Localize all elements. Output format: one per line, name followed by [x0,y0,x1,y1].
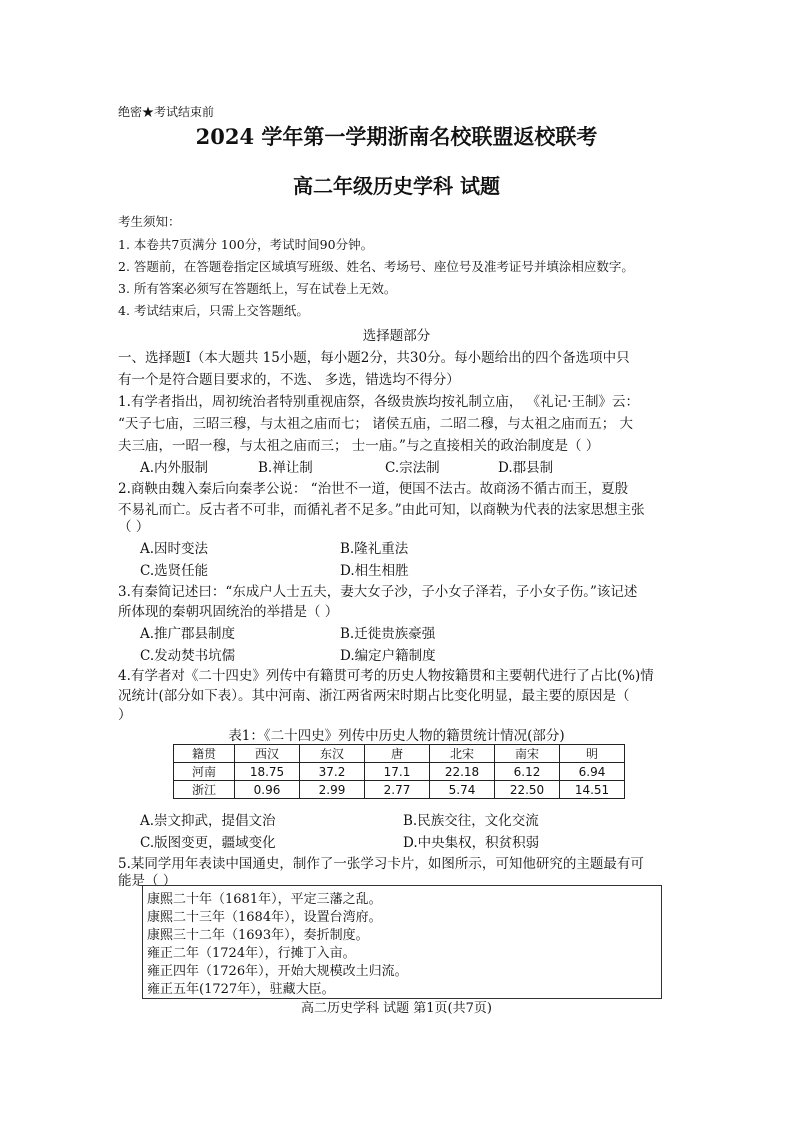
exam-subtitle: 高二年级历史学科 试题 [293,174,500,198]
q1-option-d: D.郡县制 [498,460,554,476]
question-2-text: 不易礼而亡。反古者不可非，而循礼者不足多。”由此可知，以商鞅为代表的法家思想主张 [118,502,645,518]
table-cell: 22.18 [430,763,495,781]
table-caption: 表1：《二十四史》列传中历史人物的籍贯统计情况(部分) [228,728,565,744]
question-2-text: （ ） [118,519,150,535]
card-line: 雍正五年(1727年），驻藏大臣。 [147,982,335,997]
study-card [142,885,662,999]
q1-option-b: B.禅让制 [258,460,313,476]
table-header-cell: 南宋 [495,745,560,763]
question-2-text: 2.商鞅由魏入秦后向秦孝公说： “治世不一道，便国不法古。故商汤不循古而王，夏殷 [118,481,629,497]
card-line: 康熙三十二年（1693年），奏折制度。 [147,928,369,943]
table-row [174,781,625,799]
card-line: 雍正四年（1726年），开始大规模改土归流。 [147,964,408,979]
q4-option-b: B.民族交往，文化交流 [403,813,539,829]
table-row [174,763,625,781]
notice-item: 1. 本卷共7页满分 100分，考试时间90分钟。 [118,237,374,252]
table-header-cell: 明 [560,745,625,763]
section-intro: 一、选择题Ⅰ（本大题共 15小题，每小题2分，共30分。每小题给出的四个备选项中只 [118,350,630,366]
q4-option-a: A.崇文抑武，提倡文治 [140,813,276,829]
table-header-cell: 北宋 [430,745,495,763]
confidential-mark: 绝密★考试结束前 [118,105,215,119]
table-cell: 6.12 [495,763,560,781]
section-title: 选择题部分 [362,328,431,344]
birthplace-table [173,744,625,799]
card-line: 雍正二年（1724年），行摊丁入亩。 [147,946,356,961]
table-header-row [174,745,625,763]
table-cell: 2.99 [300,781,365,799]
table-header-cell: 唐 [365,745,430,763]
section-intro: 有一个是符合题目要求的，不选、 多选，错选均不得分） [118,372,460,388]
q3-option-b: B.迁徙贵族豪强 [340,626,436,642]
question-1-text: 1.有学者指出，周初统治者特别重视庙祭，各级贵族均按礼制立庙， 《礼记·王制》云： [118,394,639,410]
notice-item: 2. 答题前，在答题卷指定区域填写班级、姓名、考场号、座位号及准考证号并填涂相应数字。 [118,259,634,274]
page-footer: 高二历史学科 试题 第1页(共7页) [301,1001,492,1016]
table-cell: 14.51 [560,781,625,799]
q3-option-c: C.发动焚书坑儒 [140,648,236,664]
q4-option-c: C.版图变更，疆域变化 [140,835,276,851]
table-cell: 0.96 [235,781,300,799]
table-header-cell: 东汉 [300,745,365,763]
question-1-text: 夫三庙，一昭一穆，与太祖之庙而三； 士一庙。”与之直接相关的政治制度是（ ） [118,438,600,454]
q1-option-c: C.宗法制 [385,460,440,476]
table-header-cell: 西汉 [235,745,300,763]
q2-option-c: C.选贤任能 [140,563,209,579]
table-cell: 5.74 [430,781,495,799]
table-cell: 浙江 [174,781,235,799]
table-cell: 河南 [174,763,235,781]
table-cell: 6.94 [560,763,625,781]
q2-option-a: A.因时变法 [140,541,209,557]
question-4-text: ） [118,707,132,723]
question-5-text: 能是（ ） [118,873,177,889]
table-cell: 18.75 [235,763,300,781]
question-4-text: 况统计(部分如下表）。其中河南、浙江两省两宋时期占比变化明显，最主要的原因是（ [118,688,630,704]
table-cell: 2.77 [365,781,430,799]
table-cell: 17.1 [365,763,430,781]
q2-option-d: D.相生相胜 [340,563,409,579]
card-line: 康熙二十三年（1684年），设置台湾府。 [147,910,382,925]
card-line: 康熙二十年（1681年），平定三藩之乱。 [147,892,382,907]
exam-title: 2024 学年第一学期浙南名校联盟返校联考 [195,124,598,149]
q1-option-a: A.内外服制 [140,460,209,476]
table-cell: 37.2 [300,763,365,781]
notice-item: 3. 所有答案必须写在答题纸上，写在试卷上无效。 [118,281,397,296]
q3-option-d: D.编定户籍制度 [340,648,436,664]
question-5-text: 5.某同学用年表读中国通史，制作了一张学习卡片，如图所示，可知他研究的主题最有可 [118,856,644,872]
q4-option-d: D.中央集权，积贫积弱 [403,835,540,851]
question-3-text: 所体现的秦朝巩固统治的举措是（ ） [118,604,339,620]
notice-item: 4. 考试结束后，只需上交答题纸。 [118,303,309,318]
notice-heading: 考生须知： [118,214,181,229]
table-cell: 22.50 [495,781,560,799]
question-4-text: 4.有学者对《二十四史》列传中有籍贯可考的历史人物按籍贯和主要朝代进行了占比(%)情 [118,668,654,684]
question-3-text: 3.有秦简记述曰：“东成户人士五夫，妻大女子沙，子小女子泽若，子小女子伤。”该记述 [118,584,638,600]
q2-option-b: B.隆礼重法 [340,541,409,557]
q3-option-a: A.推广郡县制度 [140,626,236,642]
question-1-text: “天子七庙，三昭三穆，与太祖之庙而七； 诸侯五庙，二昭二穆，与太祖之庙而五； 大 [118,416,633,432]
table-header-cell: 籍贯 [174,745,235,763]
